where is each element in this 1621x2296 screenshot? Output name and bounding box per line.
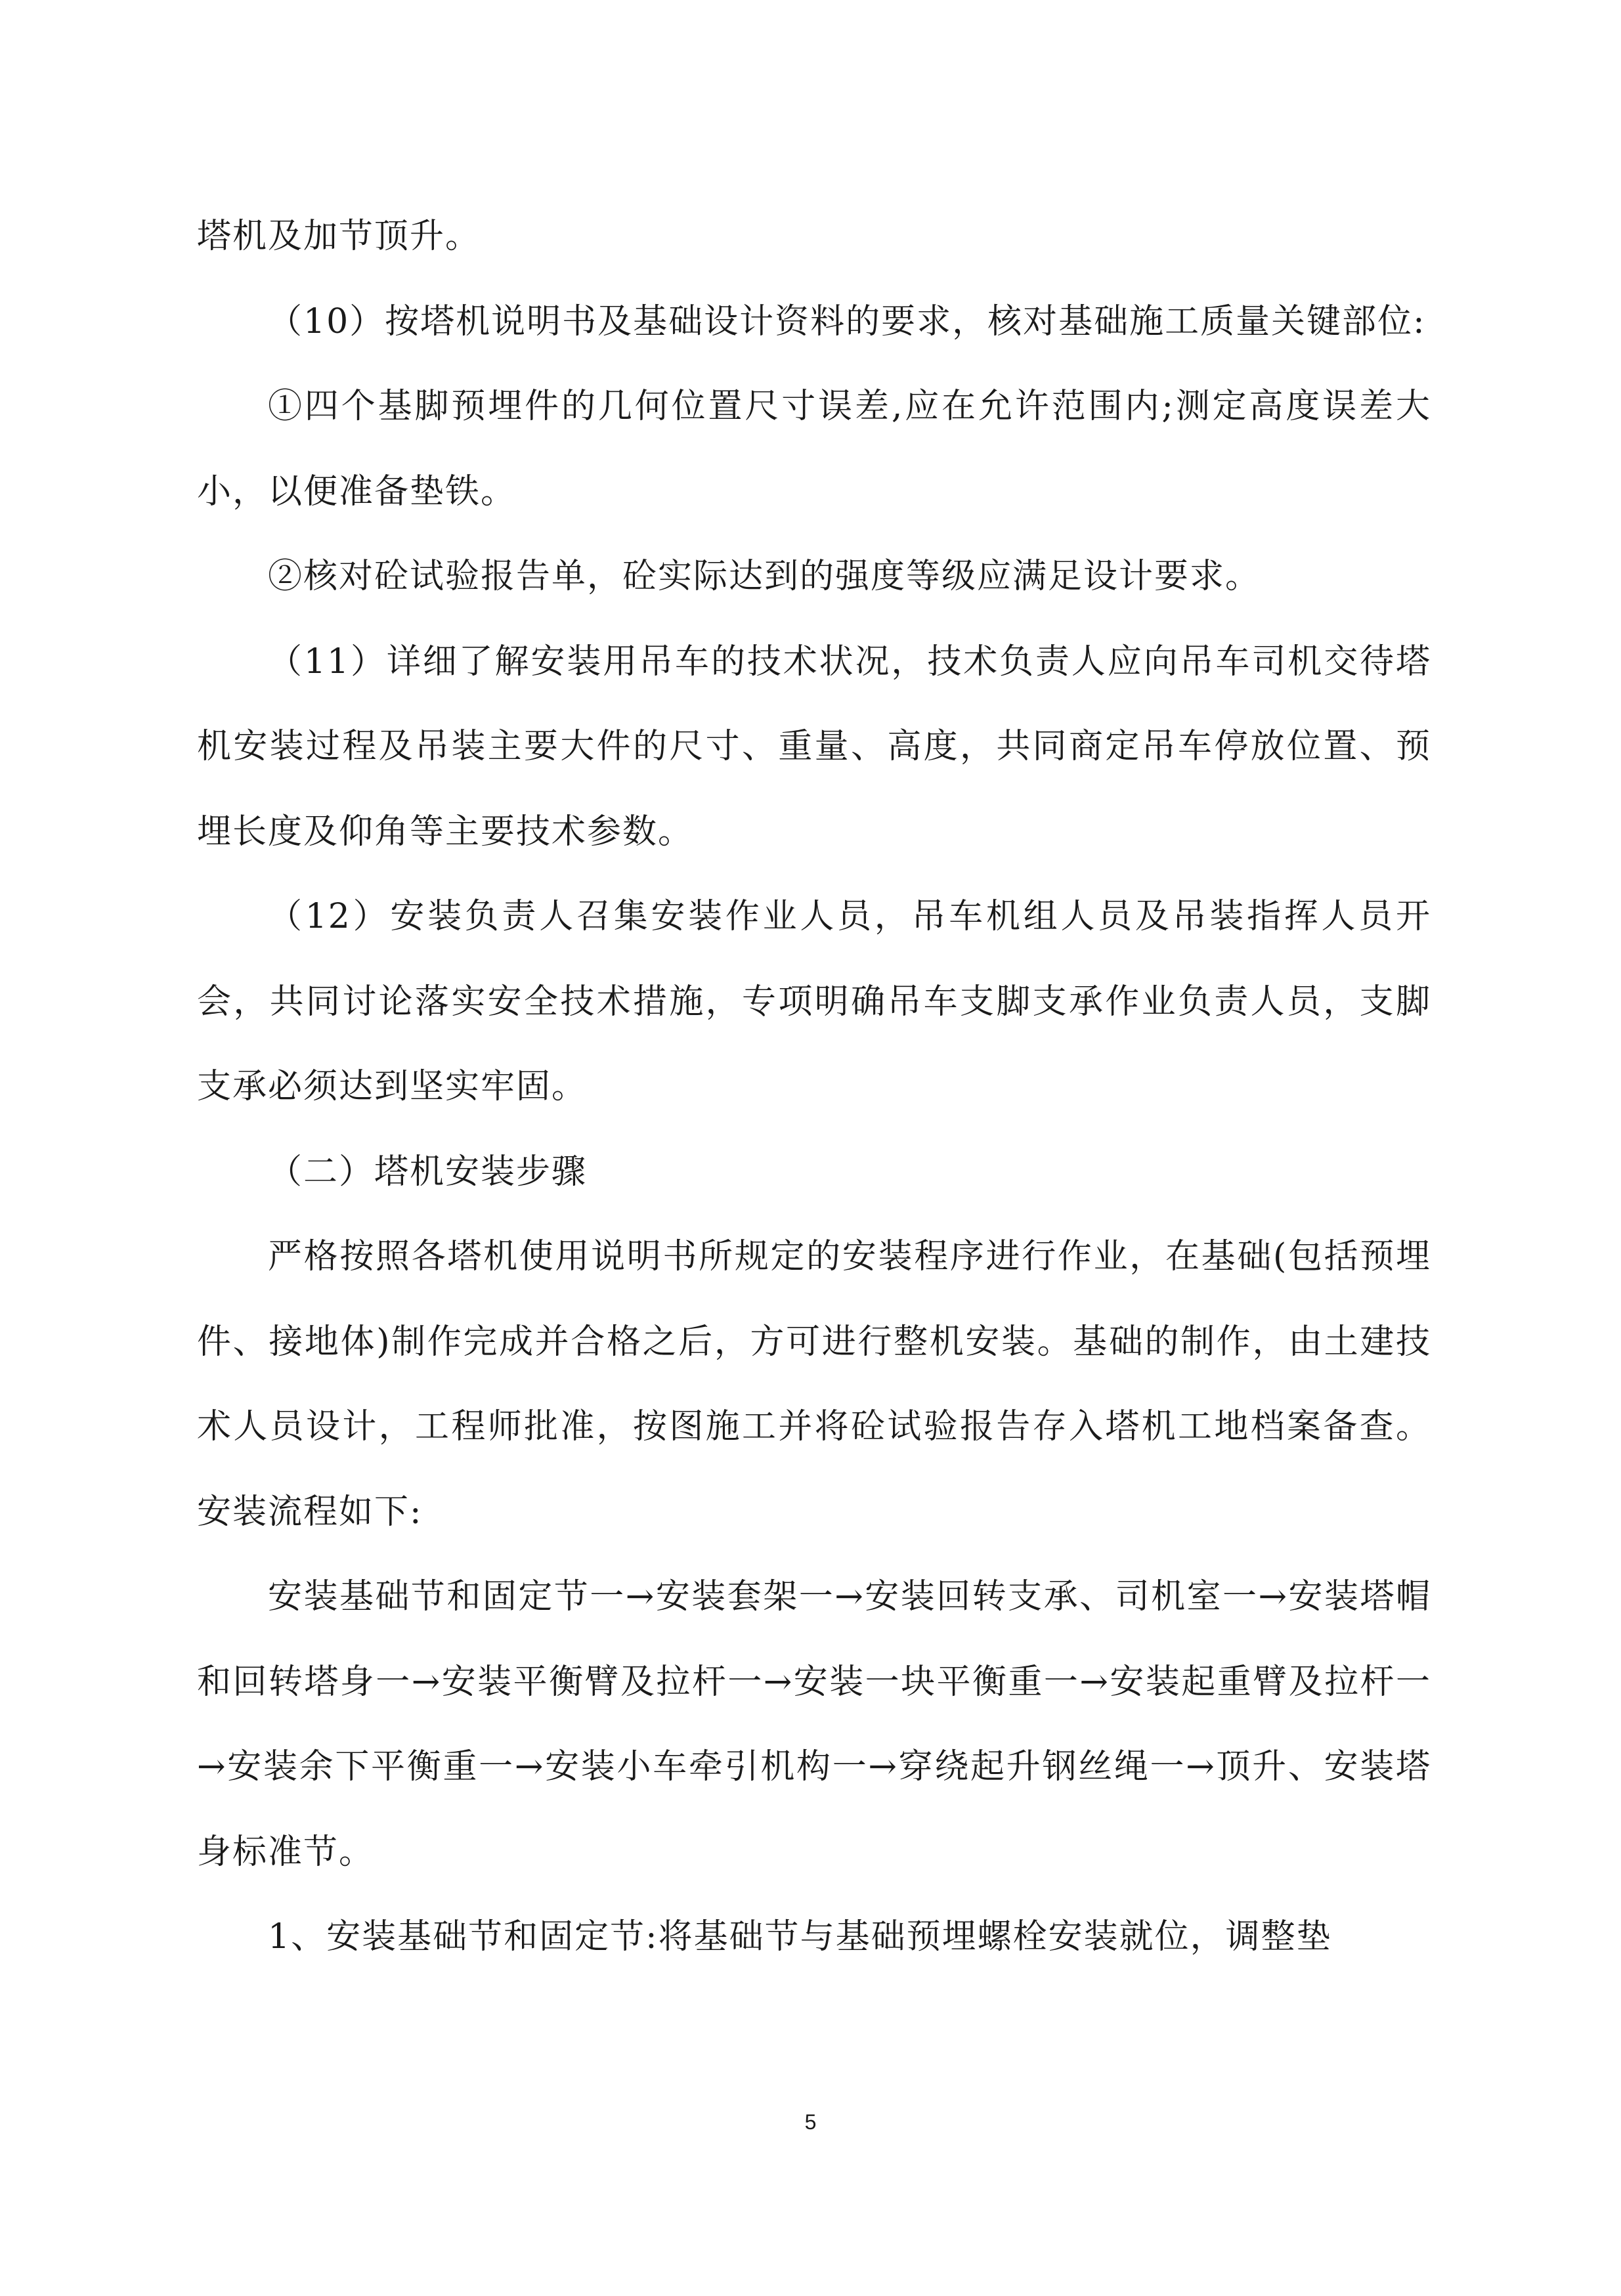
- paragraph: ①四个基脚预埋件的几何位置尺寸误差,应在允许范围内;测定高度误差大小，以便准备垫铁。: [197, 387, 1431, 511]
- paragraph: 塔机及加节顶升。: [197, 217, 481, 256]
- body-text: [197, 194, 1431, 1980]
- paragraph: 严格按照各塔机使用说明书所规定的安装程序进行作业，在基础(包括预埋件、接地体)制作完成并合格之后，方可进行整机安装。基础的制作，由土建技术人员设计，工程师批准，按图施工并将砼试验报告存入塔机工地档案备查。安装流程如下:: [197, 1237, 1431, 1532]
- paragraph: 安装基础节和固定节一→安装套架一→安装回转支承、司机室一→安装塔帽和回转塔身一→安装平衡臂及拉杆一→安装一块平衡重一→安装起重臂及拉杆一→安装余下平衡重一→安装小车牵引机构一→穿绕起升钢丝绳一→顶升、安装塔身标准节。: [197, 1577, 1431, 1872]
- page-number: 5: [804, 2110, 817, 2134]
- paragraph: （10）按塔机说明书及基础设计资料的要求，核对基础施工质量关键部位:: [268, 301, 1426, 341]
- paragraph: （12）安装负责人召集安装作业人员，吊车机组人员及吊装指挥人员开会，共同讨论落实安全技术措施，专项明确吊车支脚支承作业负责人员，支脚支承必须达到坚实牢固。: [197, 897, 1431, 1106]
- paragraph: 1、安装基础节和固定节:将基础节与基础预埋螺栓安装就位，调整垫: [268, 1917, 1332, 1957]
- paragraph: （11）详细了解安装用吊车的技术状况，技术负责人应向吊车司机交待塔机安装过程及吊装主要大件的尺寸、重量、高度，共同商定吊车停放位置、预埋长度及仰角等主要技术参数。: [197, 641, 1431, 852]
- section-heading: （二）塔机安装步骤: [268, 1152, 588, 1192]
- paragraph: ②核对砼试验报告单，砼实际达到的强度等级应满足设计要求。: [268, 557, 1261, 596]
